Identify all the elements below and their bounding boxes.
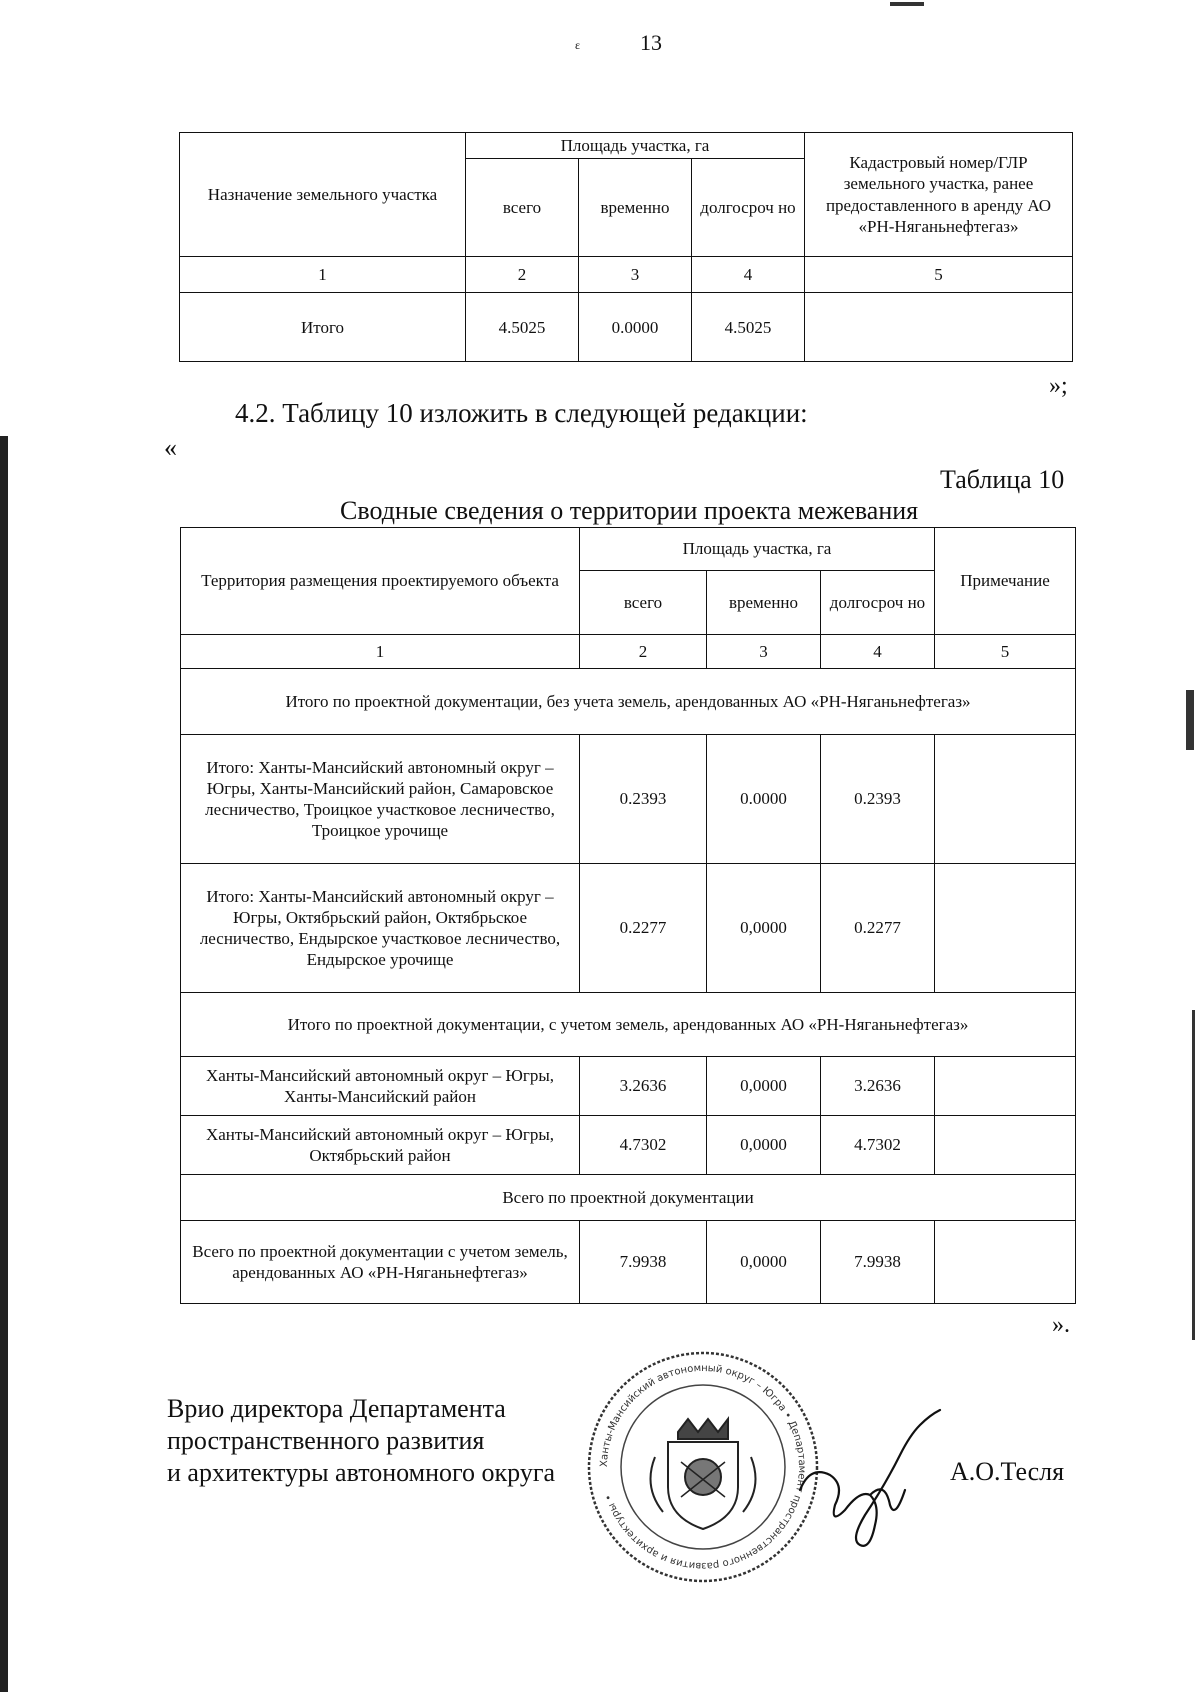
column-number: 4 — [692, 257, 805, 293]
signer-name: А.О.Тесля — [950, 1457, 1065, 1486]
note-cell — [935, 864, 1076, 993]
section-title: Итого по проектной документации, с учетом земель, арендованных АО «РН-Няганьнефтегаз» — [181, 993, 1076, 1057]
total-cell: 0.2393 — [580, 735, 707, 864]
header-long-term: долгосроч но — [692, 159, 805, 257]
closing-quote: ». — [1052, 1312, 1070, 1338]
land-plot-table — [179, 132, 1073, 362]
scan-mark — [1186, 690, 1194, 750]
total-cadastral — [805, 293, 1073, 362]
page-tick: ε — [575, 38, 581, 52]
header-area: Площадь участка, га — [466, 133, 805, 159]
column-number: 2 — [580, 635, 707, 669]
long-term-cell: 7.9938 — [821, 1221, 935, 1304]
header-territory: Территория размещения проектируемого объекта — [181, 528, 580, 635]
total-cell: 0.2277 — [580, 864, 707, 993]
signatory-title-line: пространственного развития — [167, 1426, 485, 1455]
column-number: 5 — [935, 635, 1076, 669]
table-row — [181, 1221, 1076, 1304]
scan-mark — [890, 2, 924, 6]
total-cell: 3.2636 — [580, 1057, 707, 1116]
header-long-term: долгосроч но — [821, 571, 935, 635]
page-number: 13 — [640, 30, 662, 55]
column-number: 4 — [821, 635, 935, 669]
column-number: 3 — [579, 257, 692, 293]
temporary-cell: 0,0000 — [707, 1057, 821, 1116]
scan-margin-bar — [0, 436, 8, 1692]
official-seal — [583, 1347, 823, 1587]
column-number: 1 — [181, 635, 580, 669]
long-term-cell: 4.7302 — [821, 1116, 935, 1175]
signatory-title — [167, 1393, 555, 1489]
header-note: Примечание — [935, 528, 1076, 635]
table-row — [181, 735, 1076, 864]
table-caption: Сводные сведения о территории проекта межевания — [340, 496, 919, 525]
header-purpose: Назначение земельного участка — [180, 133, 466, 257]
section-title: Всего по проектной документации — [181, 1175, 1076, 1221]
column-number: 5 — [805, 257, 1073, 293]
note-cell — [935, 735, 1076, 864]
total-long-term: 4.5025 — [692, 293, 805, 362]
column-number: 2 — [466, 257, 579, 293]
section-title: Итого по проектной документации, без учета земель, арендованных АО «РН-Няганьнефтегаз» — [181, 669, 1076, 735]
table-label: Таблица 10 — [940, 465, 1065, 494]
signatory-title-line: Врио директора Департамента — [167, 1394, 506, 1423]
temporary-cell: 0,0000 — [707, 1221, 821, 1304]
header-area: Площадь участка, га — [580, 528, 935, 571]
table-row — [181, 1057, 1076, 1116]
scan-mark — [1192, 1010, 1195, 1340]
coat-of-arms-icon — [651, 1419, 756, 1529]
temporary-cell: 0.0000 — [707, 735, 821, 864]
territory-cell: Итого: Ханты-Мансийский автономный округ – Югры, Ханты-Мансийский район, Самаровское лесничество, Троицкое участковое лесничество, Троицкое урочище — [181, 735, 580, 864]
territory-cell: Ханты-Мансийский автономный округ – Югры, Октябрьский район — [181, 1116, 580, 1175]
total-label: Итого — [180, 293, 466, 362]
territory-cell: Всего по проектной документации с учетом земель, арендованных АО «РН-Няганьнефтегаз» — [181, 1221, 580, 1304]
total-cell: 7.9938 — [580, 1221, 707, 1304]
table-row — [181, 864, 1076, 993]
column-number: 1 — [180, 257, 466, 293]
table-row — [181, 1116, 1076, 1175]
long-term-cell: 0.2277 — [821, 864, 935, 993]
total-all: 4.5025 — [466, 293, 579, 362]
header-total: всего — [466, 159, 579, 257]
handwritten-signature — [790, 1395, 950, 1565]
territory-cell: Ханты-Мансийский автономный округ – Югры, Ханты-Мансийский район — [181, 1057, 580, 1116]
temporary-cell: 0,0000 — [707, 864, 821, 993]
header-cadastral: Кадастровый номер/ГЛР земельного участка, ранее предоставленного в аренду АО «РН-Няганьнефтегаз» — [805, 133, 1073, 257]
long-term-cell: 0.2393 — [821, 735, 935, 864]
opening-quote: « — [164, 433, 177, 462]
total-cell: 4.7302 — [580, 1116, 707, 1175]
note-cell — [935, 1221, 1076, 1304]
header-temporary: временно — [707, 571, 821, 635]
total-temporary: 0.0000 — [579, 293, 692, 362]
header-temporary: временно — [579, 159, 692, 257]
note-cell — [935, 1116, 1076, 1175]
long-term-cell: 3.2636 — [821, 1057, 935, 1116]
temporary-cell: 0,0000 — [707, 1116, 821, 1175]
closing-quote: »; — [1049, 373, 1068, 399]
summary-table — [180, 527, 1076, 1304]
column-number: 3 — [707, 635, 821, 669]
note-cell — [935, 1057, 1076, 1116]
amendment-instruction: 4.2. Таблицу 10 изложить в следующей редакции: — [235, 398, 808, 428]
territory-cell: Итого: Ханты-Мансийский автономный округ – Югры, Октябрьский район, Октябрьское лесничество, Ендырское участковое лесничество, Ендырское урочище — [181, 864, 580, 993]
seal-ring-text: Ханты-Мансийский автономный округ – Югра • Департамент пространственного развития и архитектуры • — [598, 1362, 808, 1572]
signatory-title-line: и архитектуры автономного округа — [167, 1458, 556, 1487]
header-total: всего — [580, 571, 707, 635]
